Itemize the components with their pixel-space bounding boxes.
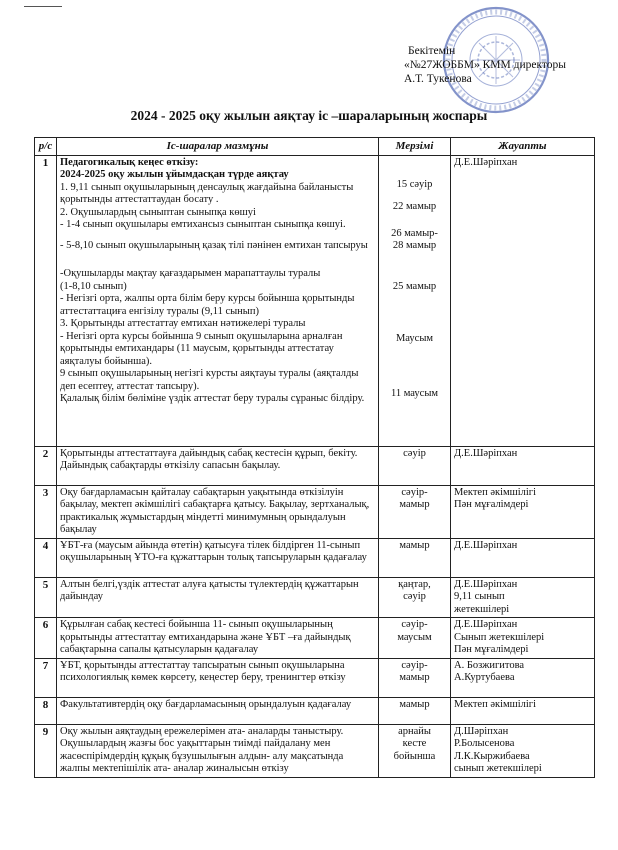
table-row — [35, 485, 595, 538]
table-row — [35, 618, 595, 659]
date-line: 26 мамыр- — [391, 227, 438, 239]
row-responsible — [451, 446, 595, 485]
date-line: 25 мамыр — [392, 280, 437, 292]
date-line: бойынша — [393, 750, 436, 762]
row-content: ҰБТ-ға (маусым айында өтетін) қатысуға тілек білдірген 11-сынып оқушыларының ҰТО-ға құжаттарын толық тапсыруларын қадағалау — [57, 538, 379, 577]
date-line: 28 мамыр — [392, 240, 437, 251]
date-line: 22 мамыр — [392, 201, 437, 212]
date-line: арнайы — [398, 725, 431, 737]
row-number: 1 — [35, 155, 57, 446]
date-line: мамыр — [399, 698, 430, 710]
responsible-line: Д.Шәріпхан — [454, 725, 509, 737]
row-number: 6 — [35, 618, 57, 659]
row-date — [379, 538, 451, 577]
row-number: 7 — [35, 658, 57, 697]
row-content: Факультативтердің оқу бағдарламасының орындалуын қадағалау — [57, 697, 379, 724]
responsible-line: А. Бозжигитова — [454, 659, 525, 671]
table-row — [35, 658, 595, 697]
responsible-line: сынып жетекшілері — [454, 763, 542, 774]
date-line: мамыр — [399, 499, 430, 510]
content-line: 2. Оқушылардың сыныптан сыныпқа көшуі — [60, 206, 256, 218]
row-content — [57, 155, 379, 446]
header-responsible: Жауапты — [451, 138, 595, 156]
content-line: (1-8,10 сынып) — [60, 280, 127, 292]
row-date — [379, 485, 451, 538]
responsible-line: Д.Е.Шәріпхан — [454, 156, 518, 168]
row-number: 3 — [35, 485, 57, 538]
date-line: сәуір- — [401, 619, 428, 630]
header-date: Мерзімі — [379, 138, 451, 156]
row-content: Қорытынды аттестаттауға дайындық сабақ кестесін құрып, бекіту. Дайындық сабақтарды өткізілу сапасын бақылау. — [57, 446, 379, 485]
responsible-line: Сынып жетекшілері — [454, 631, 545, 643]
header-content: Іс-шаралар мазмұны — [57, 138, 379, 156]
table-row — [35, 724, 595, 777]
row-responsible — [451, 538, 595, 577]
table-row — [35, 577, 595, 618]
row-responsible — [451, 155, 595, 446]
row-date — [379, 724, 451, 777]
date-line: 15 сәуір — [396, 178, 433, 190]
date-line: мамыр — [399, 672, 430, 683]
content-line: - Негізгі орта, жалпы орта білім беру курсы бойынша қорытынды аттестаттациға енгізілу туралы (9,11 сынып) — [60, 293, 355, 317]
content-line: 1. 9,11 сынып оқушыларының денсаулық жағдайына байланысты қорытынды аттестаттаудан босату . — [60, 181, 354, 205]
row-date — [379, 697, 451, 724]
date-line: маусым — [397, 631, 432, 643]
row-date — [379, 446, 451, 485]
table-row — [35, 697, 595, 724]
date-line: сәуір — [403, 447, 426, 459]
responsible-line: Мектеп әкімшілігі — [454, 698, 537, 710]
date-line: 11 маусым — [390, 387, 439, 399]
row-responsible — [451, 697, 595, 724]
row-responsible — [451, 658, 595, 697]
responsible-line: Д.Е.Шәріпхан — [454, 619, 518, 630]
content-line: - Негізгі орта курсы бойынша 9 сынып оқушыларына арналған қорытынды емтихандары (11 маусым, қорытынды аттестатау аяқталуы бойынша). — [60, 330, 343, 367]
row-responsible — [451, 724, 595, 777]
approval-line-3: А.Т. Тукенова — [404, 73, 472, 85]
row-date — [379, 155, 451, 446]
content-line: - 5-8,10 сынып оқушыларының қазақ тілі пәнінен емтихан тапсыруы — [60, 239, 368, 251]
date-line: Маусым — [395, 333, 434, 344]
row-responsible — [451, 485, 595, 538]
row-number: 8 — [35, 697, 57, 724]
approval-block — [404, 44, 566, 86]
plan-table — [34, 137, 595, 778]
responsible-line: Р.Болысенова — [454, 738, 515, 749]
table-header-row — [35, 138, 595, 156]
date-line: сәуір — [403, 591, 426, 602]
table-row — [35, 446, 595, 485]
row-number: 2 — [35, 446, 57, 485]
content-line: -Оқушыларды мақтау қағаздарымен марапаттаулы туралы — [60, 268, 321, 279]
row-date — [379, 658, 451, 697]
row-content: Оқу жылын аяқтаудың ережелерімен ата- аналарды таныстыру. Оқушылардың жазғы бос уақыттарын тиімді пайдалану мен жасөспірімдердің құқық бұзушылығын алдын- алу мақсатында жалпы мектепішілік ата- аналар жиналысын өткізу — [57, 724, 379, 777]
row-date — [379, 577, 451, 618]
row-content: Оқу бағдарламасын қайталау сабақтарын уақытында өткізілуін бақылау, мектеп әкімшілігі сабақтарға қатысу. Бақылау, зертханалық, практикалық жұмыстардың міндетті минимумның орындалуын бақылау — [57, 485, 379, 538]
row-content: Құрылған сабақ кестесі бойынша 11- сынып оқушыларының қорытынды аттестаттау емтихандарына және ҰБТ –ға дайындық сабақтарына сапалы қатысуларын қадағалау — [57, 618, 379, 659]
table-row — [35, 538, 595, 577]
content-line: Қалалық білім бөліміне үздік аттестат беру туралы сұраныс білдіру. — [60, 393, 365, 404]
table-row — [35, 155, 595, 446]
responsible-line: Пән мұғалімдері — [454, 499, 529, 510]
header-num: р/с — [35, 138, 57, 156]
row-number: 9 — [35, 724, 57, 777]
row-responsible — [451, 577, 595, 618]
content-line: Педагогикалық кеңес өткізу: — [60, 156, 199, 168]
row-number: 4 — [35, 538, 57, 577]
responsible-line: Пән мұғалімдері — [454, 644, 529, 655]
responsible-line: Д.Е.Шәріпхан — [454, 539, 518, 551]
scan-mark-line — [24, 6, 62, 7]
approval-line-1: Бекітемін — [408, 45, 456, 57]
responsible-line: жетекшілері — [454, 603, 510, 615]
date-line: мамыр — [399, 539, 430, 551]
responsible-line: А.Куртубаева — [454, 672, 515, 683]
row-content: ҰБТ, қорытынды аттестаттау тапсыратын сынып оқушыларына психологиялық көмек көрсету, кеңестер беру, тренингтер өткізу — [57, 658, 379, 697]
row-date — [379, 618, 451, 659]
content-line: - 1-4 сынып оқушылары емтихансыз сыныптан сыныпқа көшуі. — [60, 219, 346, 230]
responsible-line: 9,11 сынып — [454, 591, 505, 602]
responsible-line: Л.К.Кыржибаева — [454, 750, 530, 762]
date-line: сәуір- — [401, 486, 428, 498]
content-line: 3. Қорытынды аттестаттау емтихан нәтижелері туралы — [60, 318, 306, 329]
responsible-line: Д.Е.Шәріпхан — [454, 447, 518, 459]
date-line: қаңтар, — [398, 578, 431, 590]
page-title: 2024 - 2025 оқу жылын аяқтау іс –шараларының жоспары — [130, 108, 488, 123]
date-line: сәуір- — [401, 659, 428, 671]
row-responsible — [451, 618, 595, 659]
row-content: Алтын белгі,үздік аттестат алуға қатысты түлектердің құжаттарын дайындау — [57, 577, 379, 618]
row-number: 5 — [35, 577, 57, 618]
date-line: кесте — [402, 738, 427, 749]
responsible-line: Мектеп әкімшілігі — [454, 486, 537, 498]
content-line: 9 сынып оқушыларының негізгі курсты аяқтауы туралы (аяқталды деп есептеу, аттестат тапсыру). — [60, 368, 359, 392]
responsible-line: Д.Е.Шәріпхан — [454, 578, 518, 590]
content-line: 2024-2025 оқу жылын ұйымдасқан түрде аяқтау — [60, 169, 289, 180]
approval-line-2: «№27ЖОББМ» КММ директоры — [404, 59, 566, 71]
